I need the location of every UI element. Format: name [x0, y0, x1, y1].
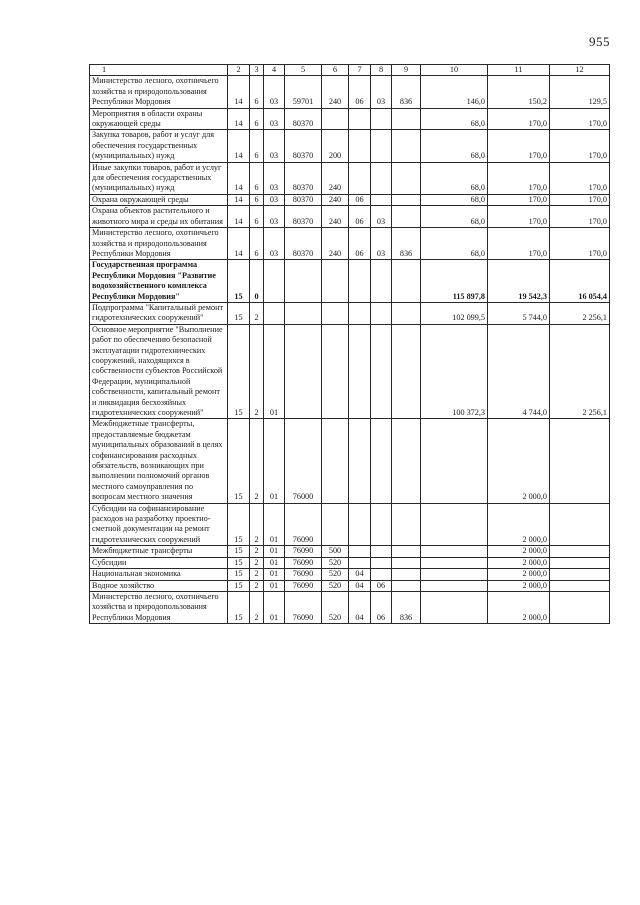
row-col6-cell	[322, 260, 349, 303]
row-name-cell: Министерство лесного, охотничьего хозяйства и природопользования Республики Мордовия	[90, 591, 228, 623]
row-col5-cell: 76090	[285, 591, 322, 623]
row-col7-cell	[349, 324, 371, 419]
row-col4-cell: 03	[264, 228, 285, 260]
table-header-row	[90, 65, 610, 76]
row-col7-cell: 06	[349, 228, 371, 260]
row-col9-cell	[392, 130, 421, 162]
row-col5-cell	[285, 302, 322, 324]
row-col3-cell: 2	[250, 503, 264, 546]
table-row	[90, 228, 610, 260]
row-col3-cell: 0	[250, 260, 264, 303]
table-row	[90, 302, 610, 324]
row-col5-cell: 80370	[285, 162, 322, 194]
row-col2-cell: 15	[228, 503, 250, 546]
row-col7-cell: 06	[349, 194, 371, 205]
row-amount-col10-cell: 68,0	[421, 194, 488, 205]
row-col4-cell	[264, 302, 285, 324]
row-name-cell: Субсидии	[90, 557, 228, 568]
row-col8-cell	[371, 260, 392, 303]
row-col2-cell: 15	[228, 580, 250, 591]
row-amount-col12-cell	[550, 591, 610, 623]
row-col9-cell	[392, 503, 421, 546]
row-col7-cell	[349, 302, 371, 324]
row-col3-cell: 2	[250, 557, 264, 568]
row-col2-cell: 15	[228, 591, 250, 623]
row-col5-cell	[285, 260, 322, 303]
row-col6-cell: 240	[322, 206, 349, 228]
row-col9-cell	[392, 162, 421, 194]
row-col8-cell	[371, 108, 392, 130]
row-col6-cell	[322, 419, 349, 503]
row-name-cell: Иные закупки товаров, работ и услуг для обеспечения государственных (муниципальных) нужд	[90, 162, 228, 194]
row-amount-col11-cell: 2 000,0	[488, 546, 550, 557]
budget-table	[89, 64, 610, 624]
row-col7-cell: 04	[349, 591, 371, 623]
row-col2-cell: 14	[228, 162, 250, 194]
row-col5-cell: 80370	[285, 130, 322, 162]
row-amount-col12-cell: 170,0	[550, 206, 610, 228]
row-amount-col12-cell	[550, 569, 610, 580]
row-col3-cell: 6	[250, 194, 264, 205]
row-col2-cell: 15	[228, 302, 250, 324]
row-col3-cell: 2	[250, 546, 264, 557]
row-col3-cell: 6	[250, 228, 264, 260]
row-col5-cell: 76090	[285, 557, 322, 568]
row-col8-cell	[371, 130, 392, 162]
header-col-12: 12	[550, 65, 610, 76]
row-col9-cell: 836	[392, 591, 421, 623]
row-col5-cell: 80370	[285, 108, 322, 130]
row-col7-cell	[349, 162, 371, 194]
row-col6-cell: 240	[322, 162, 349, 194]
row-col6-cell	[322, 108, 349, 130]
table-body	[90, 76, 610, 624]
row-col5-cell	[285, 324, 322, 419]
row-amount-col10-cell: 115 897,8	[421, 260, 488, 303]
row-amount-col11-cell: 19 542,3	[488, 260, 550, 303]
row-amount-col11-cell: 170,0	[488, 194, 550, 205]
table-row	[90, 503, 610, 546]
row-col3-cell: 2	[250, 591, 264, 623]
row-amount-col10-cell: 68,0	[421, 130, 488, 162]
row-amount-col12-cell	[550, 557, 610, 568]
header-col-4: 4	[264, 65, 285, 76]
row-amount-col10-cell	[421, 569, 488, 580]
row-col5-cell: 76090	[285, 503, 322, 546]
row-col2-cell: 14	[228, 108, 250, 130]
row-col8-cell	[371, 546, 392, 557]
row-col8-cell	[371, 302, 392, 324]
table-row	[90, 580, 610, 591]
row-col7-cell	[349, 503, 371, 546]
table-row	[90, 206, 610, 228]
row-col4-cell: 01	[264, 557, 285, 568]
row-col7-cell	[349, 546, 371, 557]
header-col-7: 7	[349, 65, 371, 76]
row-col4-cell: 03	[264, 76, 285, 108]
row-col5-cell: 76000	[285, 419, 322, 503]
row-col6-cell	[322, 302, 349, 324]
row-col4-cell: 01	[264, 580, 285, 591]
header-col-6: 6	[322, 65, 349, 76]
row-col9-cell	[392, 260, 421, 303]
header-col-5: 5	[285, 65, 322, 76]
row-amount-col10-cell: 68,0	[421, 162, 488, 194]
row-name-cell: Государственная программа Республики Мордовия "Развитие водохозяйственного комплекса Республики Мордовия"	[90, 260, 228, 303]
row-amount-col11-cell: 2 000,0	[488, 569, 550, 580]
row-amount-col11-cell: 2 000,0	[488, 557, 550, 568]
row-col2-cell: 15	[228, 546, 250, 557]
row-col3-cell: 6	[250, 76, 264, 108]
row-col8-cell: 03	[371, 206, 392, 228]
header-col-1: 1	[90, 65, 228, 76]
table-row	[90, 260, 610, 303]
header-col-9: 9	[392, 65, 421, 76]
row-col6-cell: 240	[322, 194, 349, 205]
row-amount-col10-cell: 68,0	[421, 206, 488, 228]
row-amount-col11-cell: 170,0	[488, 206, 550, 228]
row-col4-cell: 01	[264, 546, 285, 557]
row-col3-cell: 6	[250, 108, 264, 130]
row-col2-cell: 14	[228, 76, 250, 108]
row-name-cell: Министерство лесного, охотничьего хозяйства и природопользования Республики Мордовия	[90, 228, 228, 260]
row-col5-cell: 76090	[285, 569, 322, 580]
row-col3-cell: 2	[250, 324, 264, 419]
row-col9-cell: 836	[392, 228, 421, 260]
row-col4-cell: 01	[264, 503, 285, 546]
row-col8-cell	[371, 419, 392, 503]
row-col7-cell	[349, 260, 371, 303]
row-col9-cell: 836	[392, 76, 421, 108]
row-col7-cell: 06	[349, 206, 371, 228]
row-col7-cell: 04	[349, 580, 371, 591]
row-col8-cell	[371, 503, 392, 546]
row-col2-cell: 15	[228, 419, 250, 503]
row-col6-cell: 240	[322, 76, 349, 108]
row-name-cell: Национальная экономика	[90, 569, 228, 580]
row-amount-col10-cell	[421, 557, 488, 568]
row-amount-col12-cell: 2 256,1	[550, 324, 610, 419]
row-col2-cell: 14	[228, 194, 250, 205]
table-row	[90, 557, 610, 568]
row-amount-col11-cell: 170,0	[488, 108, 550, 130]
row-col8-cell	[371, 569, 392, 580]
row-col7-cell: 06	[349, 76, 371, 108]
row-col3-cell: 2	[250, 569, 264, 580]
header-col-10: 10	[421, 65, 488, 76]
row-amount-col12-cell: 170,0	[550, 108, 610, 130]
row-col9-cell	[392, 419, 421, 503]
header-col-3: 3	[250, 65, 264, 76]
row-col4-cell: 01	[264, 591, 285, 623]
row-col5-cell: 80370	[285, 228, 322, 260]
row-name-cell: Межбюджетные трансферты, предоставляемые бюджетам муниципальных образований в целях софинансирования расходных обязательств, возникающих при выполнении полномочий органов местного самоуправления по вопросам местного значения	[90, 419, 228, 503]
row-col7-cell: 04	[349, 569, 371, 580]
table-row	[90, 546, 610, 557]
row-col8-cell	[371, 324, 392, 419]
row-col6-cell	[322, 324, 349, 419]
row-amount-col10-cell	[421, 591, 488, 623]
row-col9-cell	[392, 569, 421, 580]
row-col2-cell: 14	[228, 228, 250, 260]
row-col8-cell: 06	[371, 591, 392, 623]
row-col9-cell	[392, 580, 421, 591]
row-col4-cell: 01	[264, 419, 285, 503]
row-amount-col10-cell	[421, 419, 488, 503]
row-name-cell: Министерство лесного, охотничьего хозяйства и природопользования Республики Мордовия	[90, 76, 228, 108]
row-name-cell: Субсидии на софинансирование расходов на разработку проектно-сметной документации на ремонт гидротехнических сооружений	[90, 503, 228, 546]
table-row	[90, 419, 610, 503]
row-col4-cell: 01	[264, 324, 285, 419]
row-col9-cell	[392, 108, 421, 130]
row-col2-cell: 15	[228, 557, 250, 568]
row-amount-col12-cell: 129,5	[550, 76, 610, 108]
row-col9-cell	[392, 324, 421, 419]
row-name-cell: Подпрограмма "Капитальный ремонт гидротехнических сооружений"	[90, 302, 228, 324]
row-name-cell: Основное мероприятие "Выполнение работ по обеспечению безопасной эксплуатации гидротехнических сооружений, находящихся в собственности субъектов Российской Федерации, муниципальной собственности, капитальный ремонт и ликвидация бесхозяйных гидротехнических сооружений"	[90, 324, 228, 419]
row-col9-cell	[392, 546, 421, 557]
header-col-11: 11	[488, 65, 550, 76]
row-col2-cell: 14	[228, 206, 250, 228]
row-col2-cell: 15	[228, 569, 250, 580]
row-amount-col11-cell: 2 000,0	[488, 503, 550, 546]
row-col5-cell: 76090	[285, 580, 322, 591]
table-row	[90, 162, 610, 194]
row-col4-cell: 03	[264, 162, 285, 194]
row-col3-cell: 6	[250, 206, 264, 228]
row-amount-col11-cell: 2 000,0	[488, 591, 550, 623]
row-amount-col10-cell: 102 099,5	[421, 302, 488, 324]
row-col7-cell	[349, 108, 371, 130]
row-amount-col10-cell: 68,0	[421, 228, 488, 260]
row-col6-cell: 520	[322, 557, 349, 568]
row-amount-col10-cell	[421, 546, 488, 557]
row-name-cell: Закупка товаров, работ и услуг для обеспечения государственных (муниципальных) нужд	[90, 130, 228, 162]
table-row	[90, 130, 610, 162]
row-col6-cell: 520	[322, 569, 349, 580]
row-amount-col11-cell: 5 744,0	[488, 302, 550, 324]
row-amount-col11-cell: 2 000,0	[488, 419, 550, 503]
row-col6-cell: 500	[322, 546, 349, 557]
row-name-cell: Мероприятия в области охраны окружающей среды	[90, 108, 228, 130]
row-col9-cell	[392, 206, 421, 228]
row-col2-cell: 15	[228, 324, 250, 419]
row-amount-col10-cell	[421, 580, 488, 591]
row-col6-cell	[322, 503, 349, 546]
row-amount-col12-cell	[550, 580, 610, 591]
row-col8-cell: 06	[371, 580, 392, 591]
table-row	[90, 569, 610, 580]
row-amount-col12-cell: 170,0	[550, 130, 610, 162]
row-col5-cell: 80370	[285, 206, 322, 228]
row-amount-col12-cell: 170,0	[550, 194, 610, 205]
row-col9-cell	[392, 557, 421, 568]
row-col7-cell	[349, 130, 371, 162]
row-col4-cell: 03	[264, 130, 285, 162]
row-amount-col12-cell: 2 256,1	[550, 302, 610, 324]
row-col2-cell: 14	[228, 130, 250, 162]
row-col6-cell: 240	[322, 228, 349, 260]
row-col4-cell: 03	[264, 194, 285, 205]
row-amount-col11-cell: 2 000,0	[488, 580, 550, 591]
row-col4-cell: 01	[264, 569, 285, 580]
row-col8-cell: 03	[371, 76, 392, 108]
row-col4-cell: 03	[264, 108, 285, 130]
row-amount-col10-cell: 100 372,3	[421, 324, 488, 419]
row-col2-cell: 15	[228, 260, 250, 303]
row-amount-col12-cell: 170,0	[550, 228, 610, 260]
row-col9-cell	[392, 302, 421, 324]
row-amount-col12-cell	[550, 503, 610, 546]
row-amount-col10-cell: 146,0	[421, 76, 488, 108]
row-amount-col12-cell: 170,0	[550, 162, 610, 194]
row-name-cell: Охрана объектов растительного и животного мира и среды их обитания	[90, 206, 228, 228]
row-col6-cell: 520	[322, 591, 349, 623]
page-number: 955	[589, 34, 610, 49]
table-row	[90, 591, 610, 623]
row-col7-cell	[349, 419, 371, 503]
table-row	[90, 76, 610, 108]
row-col4-cell: 03	[264, 206, 285, 228]
row-amount-col11-cell: 170,0	[488, 162, 550, 194]
row-col8-cell	[371, 194, 392, 205]
row-col5-cell: 76090	[285, 546, 322, 557]
row-col9-cell	[392, 194, 421, 205]
row-name-cell: Водное хозяйство	[90, 580, 228, 591]
table-row	[90, 324, 610, 419]
row-col7-cell	[349, 557, 371, 568]
row-col8-cell: 03	[371, 228, 392, 260]
table-row	[90, 108, 610, 130]
row-amount-col12-cell	[550, 419, 610, 503]
row-amount-col11-cell: 4 744,0	[488, 324, 550, 419]
row-col6-cell: 200	[322, 130, 349, 162]
row-amount-col10-cell	[421, 503, 488, 546]
row-amount-col10-cell: 68,0	[421, 108, 488, 130]
row-col4-cell	[264, 260, 285, 303]
row-col5-cell: 59701	[285, 76, 322, 108]
row-name-cell: Межбюджетные трансферты	[90, 546, 228, 557]
row-col8-cell	[371, 557, 392, 568]
header-col-8: 8	[371, 65, 392, 76]
row-amount-col11-cell: 170,0	[488, 130, 550, 162]
header-col-2: 2	[228, 65, 250, 76]
row-col3-cell: 6	[250, 130, 264, 162]
row-col5-cell: 80370	[285, 194, 322, 205]
row-amount-col11-cell: 170,0	[488, 228, 550, 260]
row-col3-cell: 2	[250, 419, 264, 503]
row-col3-cell: 2	[250, 580, 264, 591]
row-amount-col11-cell: 150,2	[488, 76, 550, 108]
row-name-cell: Охрана окружающей среды	[90, 194, 228, 205]
row-col3-cell: 2	[250, 302, 264, 324]
row-col8-cell	[371, 162, 392, 194]
row-amount-col12-cell	[550, 546, 610, 557]
row-col3-cell: 6	[250, 162, 264, 194]
table-row	[90, 194, 610, 205]
row-col6-cell: 520	[322, 580, 349, 591]
row-amount-col12-cell: 16 054,4	[550, 260, 610, 303]
